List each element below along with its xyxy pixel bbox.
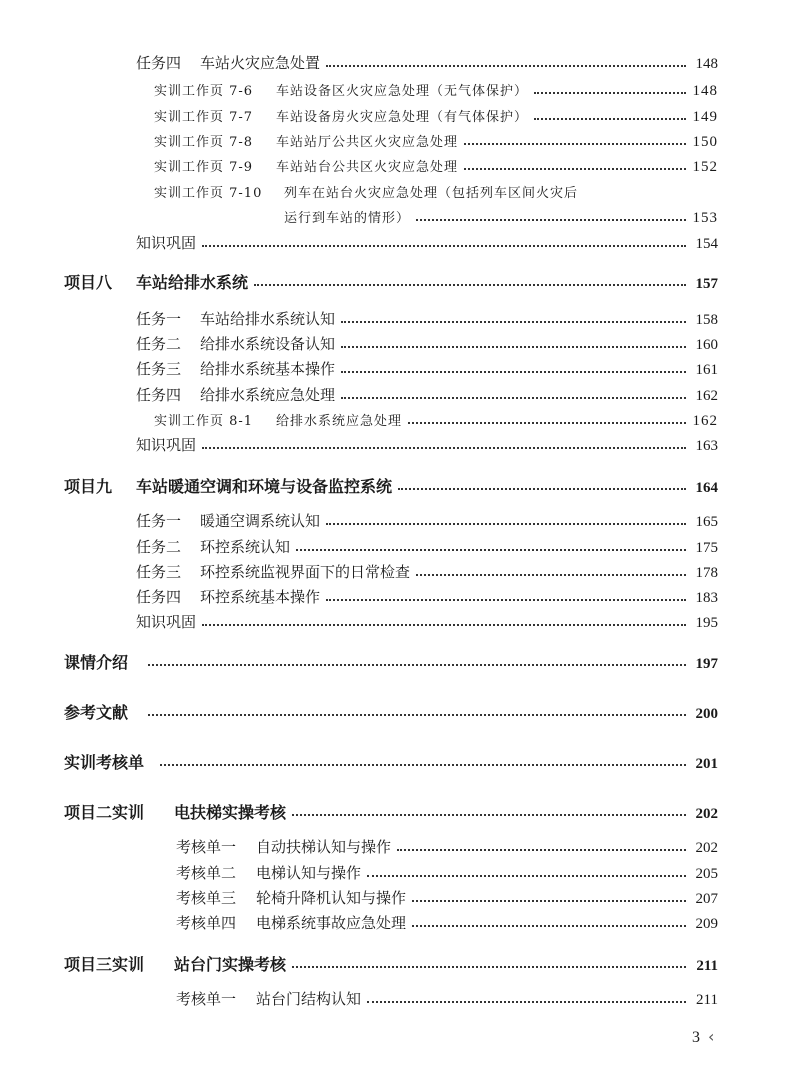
toc-label: 考核单二 (176, 864, 237, 882)
toc-page: 209 (695, 916, 718, 932)
leader-dots (326, 65, 686, 67)
leader-dots (202, 245, 686, 247)
toc-title: 车站设备区火灾应急处理（无气体保护） (276, 84, 529, 99)
toc-label: 考核单一 (176, 838, 237, 856)
toc-entry[interactable] (154, 80, 718, 100)
toc-title: 站台门结构认知 (256, 990, 362, 1008)
toc-title: 知识巩固 (136, 613, 197, 631)
toc-page: 158 (695, 312, 718, 328)
toc-entry[interactable] (176, 887, 718, 908)
toc-page: 207 (695, 891, 718, 907)
toc-entry[interactable] (154, 156, 718, 176)
toc-entry[interactable] (136, 308, 718, 329)
toc-page: 162 (692, 413, 718, 429)
toc-title: 环控系统基本操作 (200, 588, 321, 606)
toc-label: 实训工作页 7-9 (154, 160, 254, 175)
toc-page: 162 (695, 388, 718, 404)
leader-dots (397, 849, 686, 851)
toc-label: 任务二 (136, 335, 182, 353)
leader-dots (202, 624, 686, 626)
toc-page: 195 (695, 615, 718, 631)
toc-title: 电梯系统事故应急处理 (256, 914, 407, 932)
toc-page: 205 (695, 866, 718, 882)
leader-dots (326, 599, 686, 601)
leader-dots (254, 284, 686, 286)
leader-dots (202, 447, 686, 449)
page-number: 3 (692, 1029, 700, 1046)
toc-page: 211 (696, 958, 718, 974)
leader-dots (292, 966, 686, 968)
toc-title: 给排水系统设备认知 (200, 335, 336, 353)
leader-dots (341, 346, 686, 348)
toc-page: 148 (695, 56, 718, 72)
toc-entry[interactable] (284, 207, 718, 227)
toc-title: 参考文献 (64, 703, 129, 722)
leader-dots (341, 321, 686, 323)
toc-section[interactable] (64, 650, 718, 673)
toc-label: 实训工作页 7-6 (154, 84, 254, 99)
toc-page: 163 (695, 438, 718, 454)
toc-label: 实训工作页 7-10 (154, 186, 263, 201)
toc-entry[interactable] (176, 836, 718, 857)
toc-label: 考核单三 (176, 889, 237, 907)
toc-entry[interactable] (154, 106, 718, 126)
toc-title: 车站设备房火灾应急处理（有气体保护） (276, 110, 529, 125)
toc-page: 161 (695, 362, 718, 378)
toc-page: 201 (695, 756, 718, 772)
toc-section[interactable] (64, 750, 718, 773)
toc-page: 150 (692, 134, 718, 150)
toc-title: 车站站台公共区火灾应急处理 (276, 160, 459, 175)
toc-page: 178 (695, 565, 718, 581)
toc-label: 项目八 (64, 273, 113, 292)
toc-page: 149 (692, 109, 718, 125)
leader-dots (398, 488, 686, 490)
toc-page: 152 (692, 159, 718, 175)
toc-label: 项目二实训 (64, 803, 145, 822)
toc-page: 200 (695, 706, 718, 722)
leader-dots (464, 143, 686, 145)
toc-title-continued: 运行到车站的情形） (284, 211, 411, 226)
toc-title: 车站站厅公共区火灾应急处理 (276, 135, 459, 150)
toc-label: 任务三 (136, 360, 182, 378)
leader-dots (326, 523, 686, 525)
toc-title: 实训考核单 (64, 753, 145, 772)
toc-label: 实训工作页 7-8 (154, 135, 254, 150)
toc-page: 165 (695, 514, 718, 530)
toc-page: 211 (696, 992, 718, 1008)
leader-dots (412, 900, 686, 902)
toc-entry-first-line[interactable] (154, 182, 578, 201)
toc-title: 车站给排水系统认知 (200, 310, 336, 328)
leader-dots (534, 92, 686, 94)
leader-dots (341, 371, 686, 373)
toc-title: 给排水系统应急处理 (200, 386, 336, 404)
toc-label: 考核单一 (176, 990, 237, 1008)
toc-title: 车站给排水系统 (136, 273, 249, 292)
toc-entry[interactable] (136, 434, 718, 455)
toc-title: 轮椅升降机认知与操作 (256, 889, 407, 907)
leader-dots (148, 664, 686, 666)
toc-page: 148 (692, 83, 718, 99)
toc-entry[interactable] (136, 52, 718, 73)
toc-title: 环控系统认知 (200, 538, 291, 556)
leader-dots (534, 118, 686, 120)
toc-entry[interactable] (176, 912, 718, 933)
toc-title: 暖通空调系统认知 (200, 512, 321, 530)
toc-entry[interactable] (154, 410, 718, 430)
leader-dots (408, 422, 686, 424)
leader-dots (341, 397, 686, 399)
toc-title: 列车在站台火灾应急处理（包括列车区间火灾后 (284, 186, 579, 201)
toc-page: 183 (695, 590, 718, 606)
toc-entry[interactable] (176, 862, 718, 883)
toc-label: 实训工作页 7-7 (154, 110, 254, 125)
toc-page: 202 (695, 840, 718, 856)
leader-dots (292, 814, 686, 816)
toc-entry[interactable] (136, 333, 718, 354)
toc-title: 知识巩固 (136, 234, 197, 252)
toc-entry[interactable] (136, 611, 718, 632)
toc-label: 任务一 (136, 310, 182, 328)
toc-label: 考核单四 (176, 914, 237, 932)
toc-page: 154 (695, 236, 718, 252)
toc-label: 任务四 (136, 588, 182, 606)
page-marker-icon: ‹ (708, 1027, 715, 1046)
toc-title: 电扶梯实操考核 (174, 803, 287, 822)
toc-title: 电梯认知与操作 (256, 864, 362, 882)
leader-dots (464, 168, 686, 170)
toc-page: 157 (695, 276, 718, 292)
toc-title: 课情介绍 (64, 653, 129, 672)
toc-label: 项目三实训 (64, 955, 145, 974)
toc-chapter[interactable] (64, 952, 718, 975)
toc-page: 153 (692, 210, 718, 226)
toc-title: 给排水系统基本操作 (200, 360, 336, 378)
leader-dots (367, 1001, 686, 1003)
toc-entry[interactable] (136, 232, 718, 253)
leader-dots (296, 549, 686, 551)
toc-title: 环控系统监视界面下的日常检查 (200, 563, 411, 581)
toc-title: 自动扶梯认知与操作 (256, 838, 392, 856)
leader-dots (160, 764, 686, 766)
toc-page: 202 (695, 806, 718, 822)
toc-entry[interactable] (136, 510, 718, 531)
toc-label: 项目九 (64, 477, 113, 496)
toc-entry[interactable] (154, 131, 718, 151)
toc-title: 车站暖通空调和环境与设备监控系统 (136, 477, 393, 496)
toc-entry[interactable] (136, 358, 718, 379)
toc-entry[interactable] (136, 536, 718, 557)
toc-entry[interactable] (176, 988, 718, 1009)
toc-label: 实训工作页 8-1 (154, 414, 254, 429)
leader-dots (367, 875, 686, 877)
toc-page: 164 (695, 480, 718, 496)
toc-title: 给排水系统应急处理 (276, 414, 403, 429)
toc-entry[interactable] (136, 586, 718, 607)
toc-entry[interactable] (136, 384, 718, 405)
toc-label: 任务二 (136, 538, 182, 556)
leader-dots (416, 574, 686, 576)
toc-page: 197 (695, 656, 718, 672)
toc-chapter[interactable] (64, 270, 718, 293)
toc-page: 160 (695, 337, 718, 353)
toc-entry[interactable] (136, 561, 718, 582)
toc-title: 车站火灾应急处置 (200, 54, 321, 72)
toc-label: 任务三 (136, 563, 182, 581)
toc-label: 任务一 (136, 512, 182, 530)
toc-label: 任务四 (136, 386, 182, 404)
toc-chapter[interactable] (64, 474, 718, 497)
toc-label: 任务四 (136, 54, 182, 72)
toc-chapter[interactable] (64, 800, 718, 823)
toc-page: 175 (695, 540, 718, 556)
leader-dots (412, 925, 686, 927)
leader-dots (416, 219, 686, 221)
leader-dots (148, 714, 686, 716)
toc-title: 知识巩固 (136, 436, 197, 454)
toc-title: 站台门实操考核 (174, 955, 287, 974)
toc-section[interactable] (64, 700, 718, 723)
